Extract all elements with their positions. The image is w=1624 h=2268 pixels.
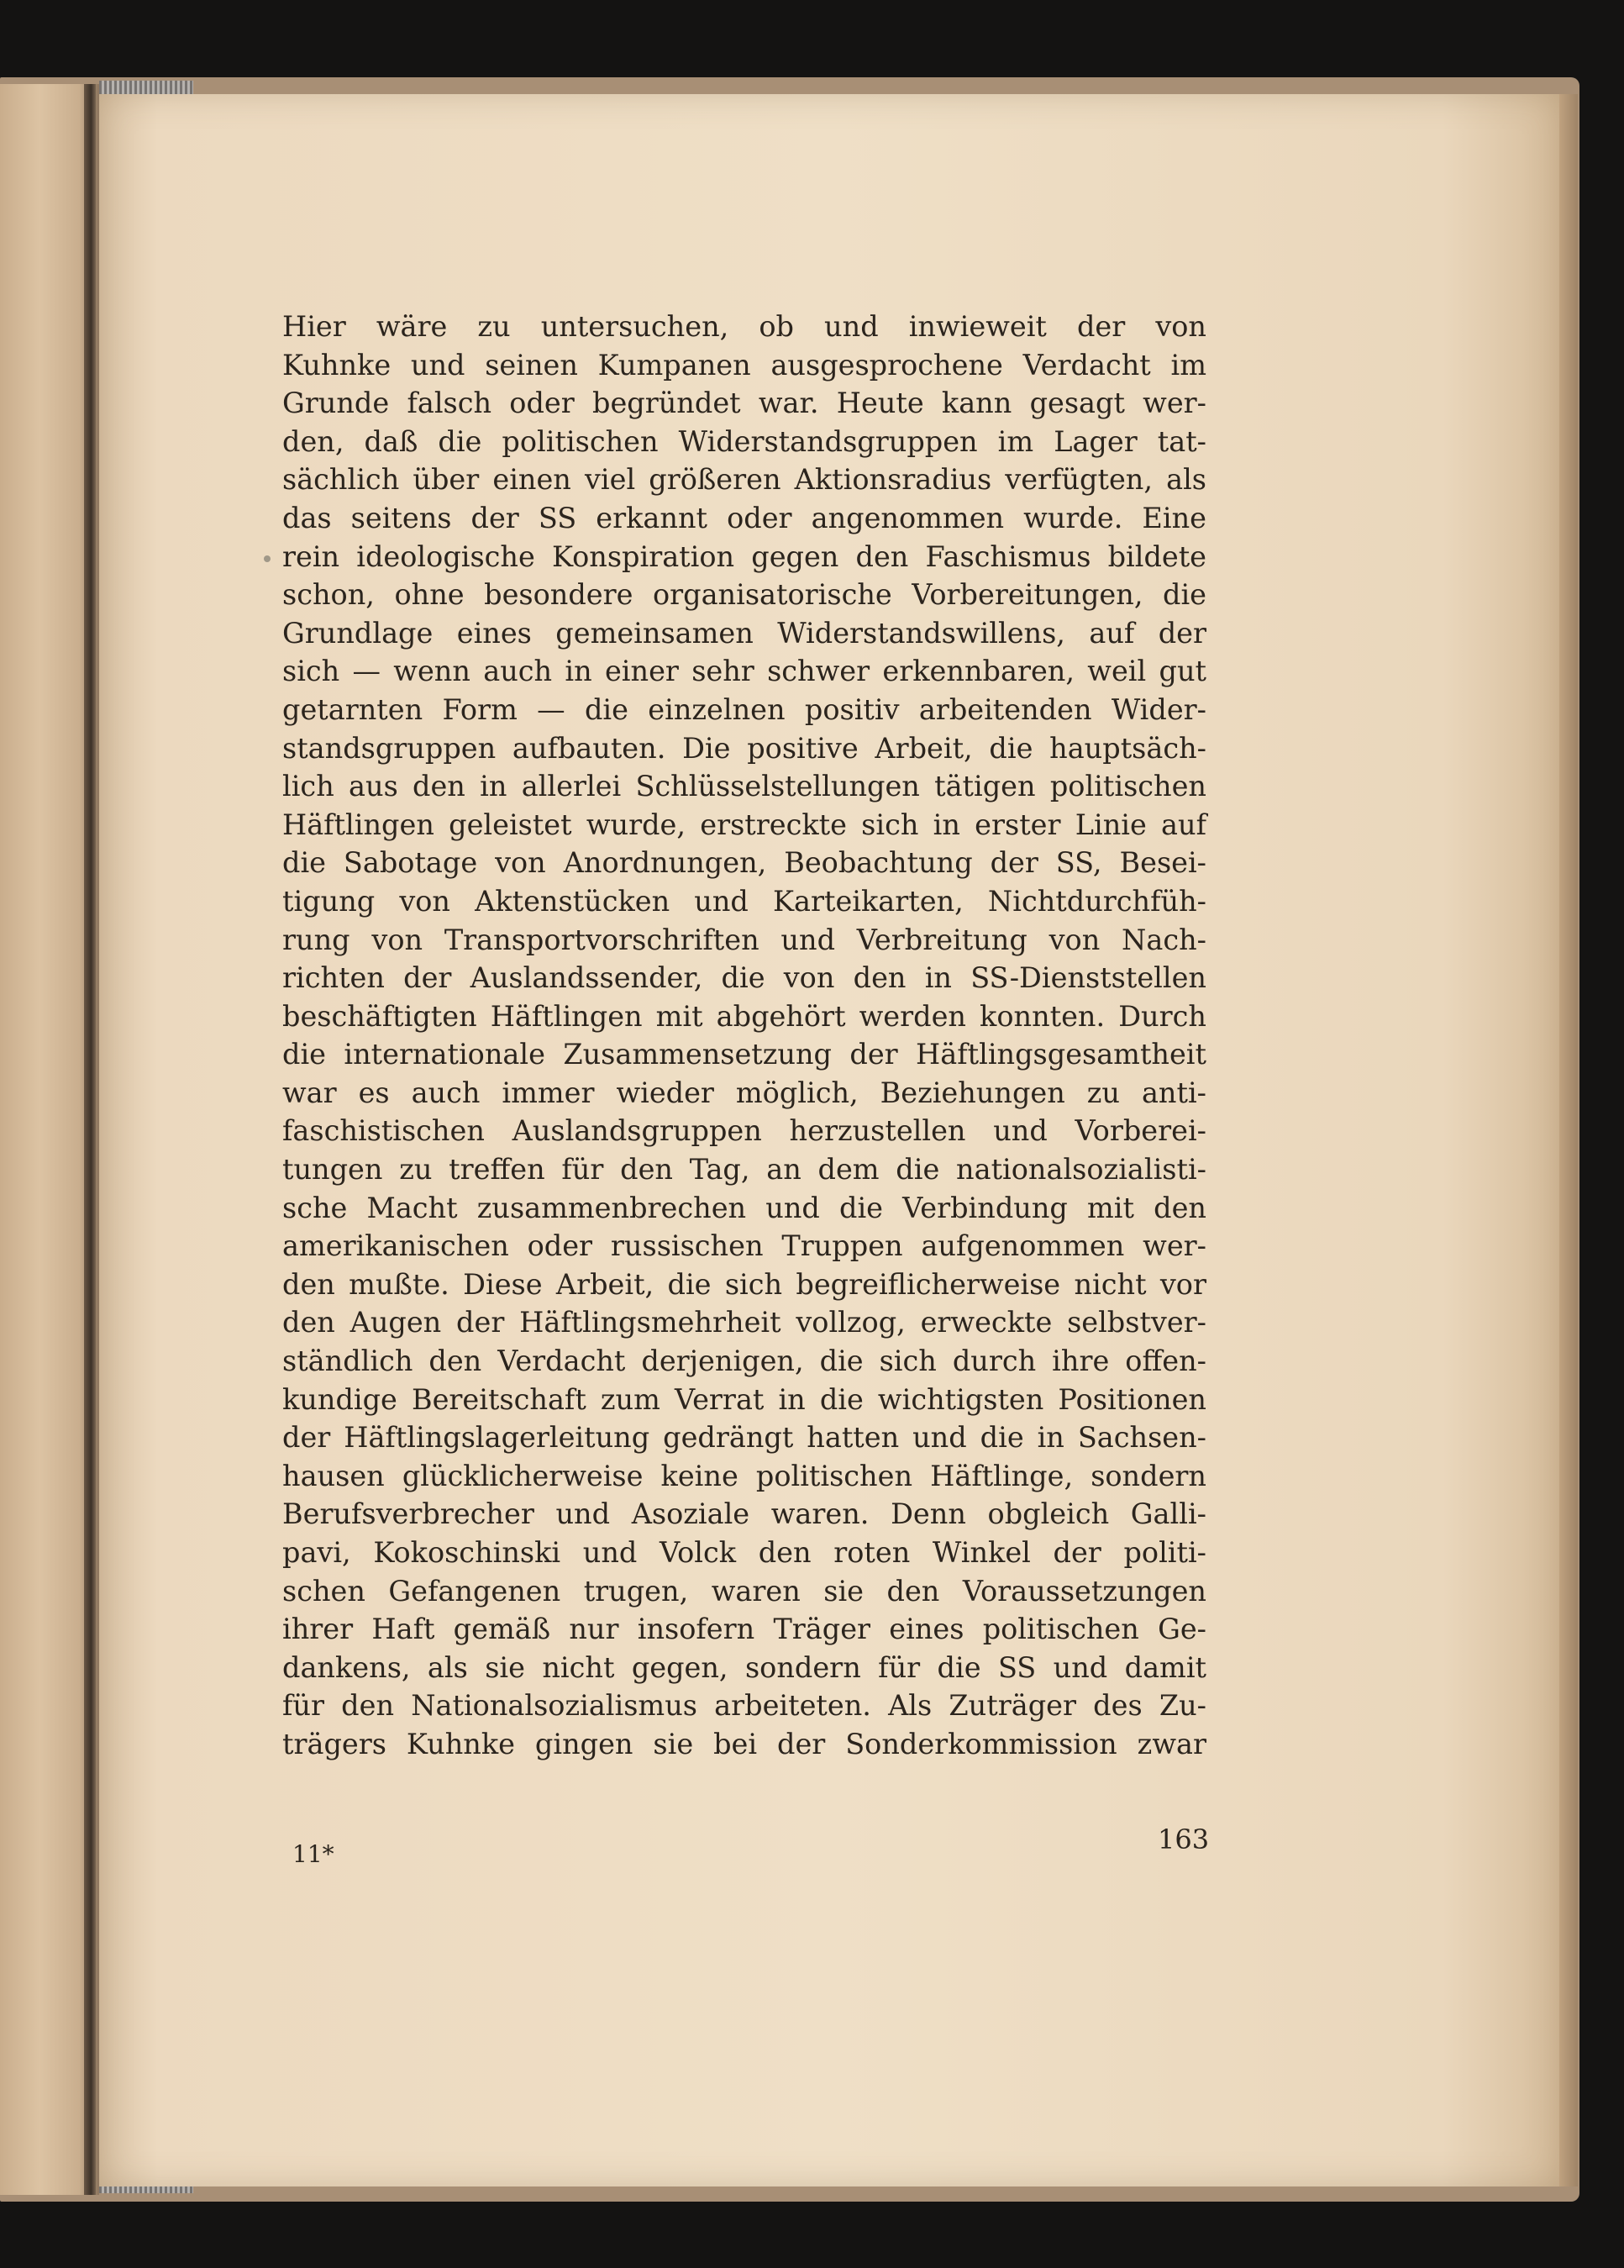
text-line: beschäftigten Häftlingen mit abgehört werden konnten. Durch (282, 999, 1206, 1033)
text-line: Grundlage eines gemeinsamen Widerstandswillens, auf der (282, 616, 1206, 650)
text-line: kundige Bereitschaft zum Verrat in die wichtigsten Positionen (282, 1382, 1206, 1416)
text-line: faschistischen Auslandsgruppen herzustellen und Vorberei- (282, 1114, 1206, 1148)
text-line: ihrer Haft gemäß nur insofern Träger eines politischen Ge- (282, 1613, 1206, 1646)
text-line: sächlich über einen viel größeren Aktionsradius verfügten, als (282, 463, 1206, 497)
text-line: Kuhnke und seinen Kumpanen ausgesprochene Verdacht im (282, 348, 1206, 382)
text-line: amerikanischen oder russischen Truppen aufgenommen wer- (282, 1229, 1206, 1263)
text-line: Grunde falsch oder begründet war. Heute kann gesagt wer- (282, 387, 1206, 420)
text-line: tigung von Aktenstücken und Karteikarten, Nichtdurchfüh- (282, 884, 1206, 918)
text-line: den, daß die politischen Widerstandsgruppen im Lager tat- (282, 424, 1206, 458)
text-line: die internationale Zusammensetzung der Häftlingsgesamtheit (282, 1038, 1206, 1071)
text-line: sich — wenn auch in einer sehr schwer erkennbaren, weil gut (282, 655, 1206, 688)
text-line: lich aus den in allerlei Schlüsselstellungen tätigen politischen (282, 770, 1206, 803)
text-line: richten der Auslandssender, die von den in SS-Dienststellen (282, 961, 1206, 995)
text-line: das seitens der SS erkannt oder angenommen wurde. Eine (282, 501, 1206, 534)
text-line: sche Macht zusammenbrechen und die Verbindung mit den (282, 1191, 1206, 1224)
text-line: den mußte. Diese Arbeit, die sich begreiflicherweise nicht vor (282, 1267, 1206, 1301)
text-line: rung von Transportvorschriften und Verbreitung von Nach- (282, 923, 1206, 956)
text-line: schon, ohne besondere organisatorische Vorbereitungen, die (282, 578, 1206, 612)
text-line: rein ideologische Konspiration gegen den Faschismus bildete (282, 539, 1206, 573)
text-line: den Augen der Häftlingsmehrheit vollzog, erweckte selbstver- (282, 1306, 1206, 1339)
text-line: trägers Kuhnke gingen sie bei der Sonderkommission zwar (282, 1727, 1206, 1760)
text-line: hausen glücklicherweise keine politischen Häftlinge, sondern (282, 1459, 1206, 1492)
text-line: getarnten Form — die einzelnen positiv arbeitenden Wider- (282, 692, 1206, 726)
page-edge-right (1559, 94, 1578, 2186)
text-line: standsgruppen aufbauten. Die positive Arbeit, die hauptsäch- (282, 731, 1206, 765)
text-line: für den Nationalsozialismus arbeiteten. Als Zuträger des Zu- (282, 1689, 1206, 1723)
text-line: dankens, als sie nicht gegen, sondern für die SS und damit (282, 1650, 1206, 1684)
book-spine (84, 84, 96, 2195)
signature-mark: 11* (292, 1840, 334, 1868)
text-line: Berufsverbrecher und Asoziale waren. Denn obgleich Galli- (282, 1497, 1206, 1531)
text-line: war es auch immer wieder möglich, Beziehungen zu anti- (282, 1076, 1206, 1109)
text-line: der Häftlingslagerleitung gedrängt hatten und die in Sachsen- (282, 1421, 1206, 1455)
text-line: tungen zu treffen für den Tag, an dem die nationalsozialisti- (282, 1153, 1206, 1187)
text-line: ständlich den Verdacht derjenigen, die sich durch ihre offen- (282, 1344, 1206, 1378)
text-line: Hier wäre zu untersuchen, ob und inwieweit der von (282, 310, 1206, 343)
text-line: pavi, Kokoschinski und Volck den roten Winkel der politi- (282, 1536, 1206, 1569)
text-line: die Sabotage von Anordnungen, Beobachtung der SS, Besei- (282, 846, 1206, 880)
margin-dot (264, 555, 271, 562)
body-text (282, 308, 1206, 1764)
page-number: 163 (1158, 1823, 1210, 1855)
text-line: Häftlingen geleistet wurde, erstreckte sich in erster Linie auf (282, 808, 1206, 841)
text-line: schen Gefangenen trugen, waren sie den Voraussetzungen (282, 1574, 1206, 1608)
